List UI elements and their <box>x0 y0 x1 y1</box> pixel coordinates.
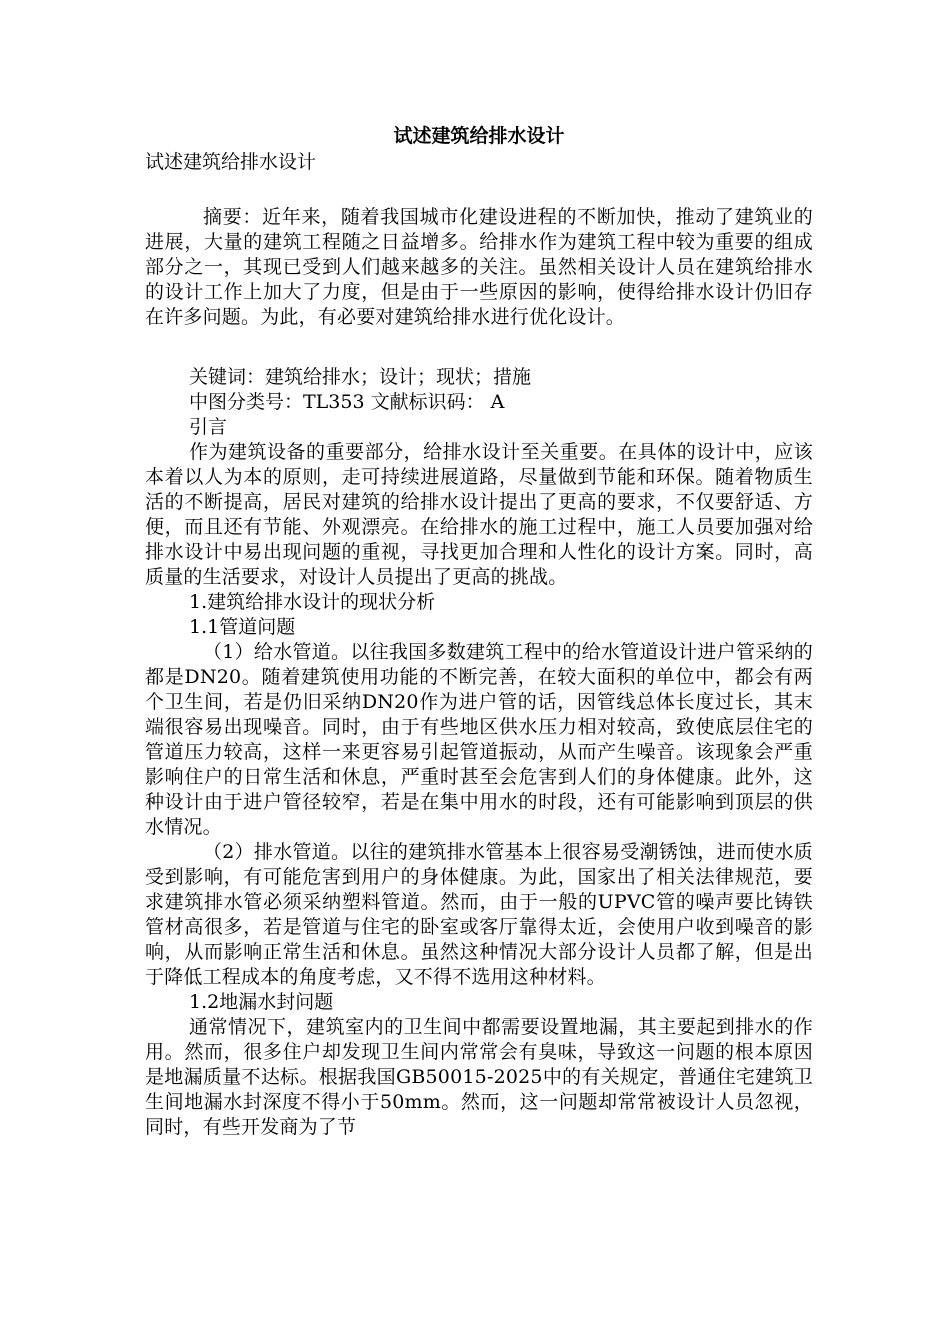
section-heading-1-2: 1.2地漏水封问题 <box>189 991 334 1013</box>
spacer <box>145 330 813 355</box>
document-page <box>145 122 813 1140</box>
document-subtitle: 试述建筑给排水设计 <box>145 151 317 173</box>
drain-pipe-paragraph: （2）排水管道。以往的建筑排水管基本上很容易受潮锈蚀，进而使水质受到影响，有可能危害到用户的身体健康。为此，国家出了相关法律规范，要求建筑排水管必须采纳塑料管道。然而，由于一般的UPVC管的噪声要比铸铁管材高很多，若是管道与住宅的卧室或客厅靠得太近，会使用户收到噪音的影响，从而影响正常生活和休息。虽然这种情况大部分设计人员都了解，但是出于降低工程成本的角度考虑，又不得不选用这种材料。 <box>145 841 813 988</box>
classification-line: 中图分类号：TL353 文献标识码： A <box>189 391 505 413</box>
section-heading-1-1: 1.1管道问题 <box>189 616 296 638</box>
abstract-paragraph: 摘要：近年来，随着我国城市化建设进程的不断加快，推动了建筑业的进展，大量的建筑工程随之日益增多。给排水作为建筑工程中较为重要的组成部分之一，其现已受到人们越来越多的关注。虽然相关设计人员在建筑给排水的设计工作上加大了力度，但是由于一些原因的影响，使得给排水设计仍旧存在许多问题。为此，有必要对建筑给排水进行优化设计。 <box>145 206 813 328</box>
floor-drain-paragraph: 通常情况下，建筑室内的卫生间中都需要设置地漏，其主要起到排水的作用。然而，很多住户却发现卫生间内常常会有臭味，导致这一问题的根本原因是地漏质量不达标。根据我国GB50015-2025中的有关规定，普通住宅建筑卫生间地漏水封深度不得小于50mm。然而，这一问题却常常被设计人员忽视，同时，有些开发商为了节 <box>145 1016 813 1138</box>
section-heading-1: 1.建筑给排水设计的现状分析 <box>189 591 436 613</box>
supply-pipe-paragraph: （1）给水管道。以往我国多数建筑工程中的给水管道设计进户管采纳的都是DN20。随着建筑使用功能的不断完善，在较大面积的单位中，都会有两个卫生间，若是仍旧采纳DN20作为进户管的话，因管线总体长度过长，其末端很容易出现噪音。同时，由于有些地区供水压力相对较高，致使底层住宅的管道压力较高，这样一来更容易引起管道振动，从而产生噪音。该现象会严重影响住户的日常生活和休息，严重时甚至会危害到人们的身体健康。此外，这种设计由于进户管径较窄，若是在集中用水的时段，还有可能影响到顶层的供水情况。 <box>145 641 813 838</box>
document-title: 试述建筑给排水设计 <box>393 125 565 147</box>
keywords-line: 关键词：建筑给排水；设计；现状；措施 <box>189 366 532 388</box>
spacer <box>145 175 813 205</box>
intro-paragraph: 作为建筑设备的重要部分，给排水设计至关重要。在具体的设计中，应该本着以人为本的原则，走可持续进展道路，尽量做到节能和环保。随着物质生活的不断提高，居民对建筑的给排水设计提出了更高的要求，不仅要舒适、方便，而且还有节能、外观漂亮。在给排水的施工过程中，施工人员要加强对给排水设计中易出现问题的重视，寻找更加合理和人性化的设计方案。同时，高质量的生活要求，对设计人员提出了更高的挑战。 <box>145 441 813 588</box>
intro-heading: 引言 <box>189 416 228 438</box>
